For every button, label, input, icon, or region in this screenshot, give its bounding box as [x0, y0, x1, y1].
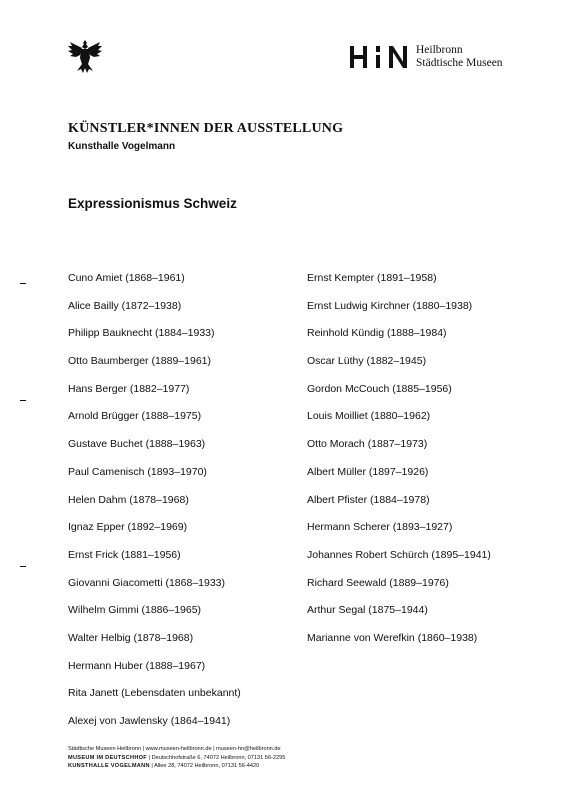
fold-mark-top — [20, 283, 26, 284]
artist-item: Albert Pfister (1884–1978) — [307, 493, 430, 506]
footer-kunsthalle-address: | Allee 28, 74072 Heilbronn, 07131 56-4420 — [151, 763, 260, 770]
artist-item: Richard Seewald (1889–1976) — [307, 576, 449, 589]
artist-item: Wilhelm Gimmi (1886–1965) — [68, 604, 202, 617]
artist-item: Helen Dahm (1878–1968) — [68, 493, 189, 506]
artist-item: Alexej von Jawlensky (1864–1941) — [68, 715, 231, 727]
footer-museum-label: MUSEUM IM DEUTSCHHOF — [68, 754, 148, 761]
artist-item: Albert Müller (1897–1926) — [307, 465, 429, 478]
artist-item: Cuno Amiet (1868–1961) — [68, 272, 185, 284]
artist-item: Paul Camenisch (1893–1970) — [68, 465, 207, 478]
artist-item: Reinhold Kündig (1888–1984) — [307, 327, 447, 340]
artist-item: Ernst Frick (1881–1956) — [68, 548, 181, 561]
artist-item: Giovanni Giacometti (1868–1933) — [68, 576, 226, 589]
logo-line-city: Heilbronn — [416, 44, 463, 56]
footer-museum-address: | Deutschhofstraße 6, 74072 Heilbronn, 07131 56-2295 — [148, 754, 286, 761]
hn-logo-icon — [350, 43, 408, 71]
artist-item: Gustave Buchet (1888–1963) — [68, 438, 206, 451]
artist-item: Ernst Ludwig Kirchner (1880–1938) — [307, 299, 473, 312]
artist-item: Arthur Segal (1875–1944) — [307, 604, 428, 617]
logo-line-institution: Städtische Museen — [416, 57, 503, 69]
artist-item: Hermann Scherer (1893–1927) — [307, 521, 453, 534]
artist-item: Hans Berger (1882–1977) — [68, 382, 190, 395]
artist-item: Oscar Lüthy (1882–1945) — [307, 355, 427, 368]
artist-item: Rita Janett (Lebensdaten unbekannt) — [68, 687, 241, 700]
artist-list-left — [68, 271, 241, 742]
artist-item: Louis Moilliet (1880–1962) — [307, 410, 431, 423]
fold-mark-bottom — [20, 566, 26, 567]
fold-mark-middle — [20, 400, 26, 401]
footer-kunsthalle-label: KUNSTHALLE VOGELMANN — [68, 763, 150, 770]
page-subtitle: Kunsthalle Vogelmann — [68, 141, 176, 152]
artist-item: Ernst Kempter (1891–1958) — [307, 272, 437, 284]
artist-item: Gordon McCouch (1885–1956) — [307, 382, 452, 395]
artist-item: Arnold Brügger (1888–1975) — [68, 410, 202, 423]
artist-item: Alice Bailly (1872–1938) — [68, 299, 182, 312]
section-heading: Expressionismus Schweiz — [68, 196, 237, 211]
footer-museum-line — [68, 754, 285, 763]
eagle-crest-icon — [66, 38, 104, 74]
footer-kunsthalle-line — [68, 762, 285, 771]
artist-item: Marianne von Werefkin (1860–1938) — [307, 631, 478, 644]
artist-item: Otto Baumberger (1889–1961) — [68, 355, 212, 368]
page-title: KÜNSTLER*INNEN DER AUSSTELLUNG — [68, 121, 344, 136]
artist-item: Johannes Robert Schürch (1895–1941) — [307, 548, 491, 561]
artist-item: Philipp Bauknecht (1884–1933) — [68, 327, 215, 340]
artist-item: Walter Helbig (1878–1968) — [68, 631, 194, 644]
artist-item: Ignaz Epper (1892–1969) — [68, 521, 188, 534]
footer-contact-line: Städtische Museen Heilbronn | www.museen-heilbronn.de | museen-hn@heilbronn.de — [68, 746, 281, 752]
logo-wordmark — [416, 44, 503, 70]
artist-list-right — [307, 271, 491, 659]
artist-item: Otto Morach (1887–1973) — [307, 438, 428, 451]
footer — [68, 745, 285, 771]
artist-item: Hermann Huber (1888–1967) — [68, 659, 206, 672]
